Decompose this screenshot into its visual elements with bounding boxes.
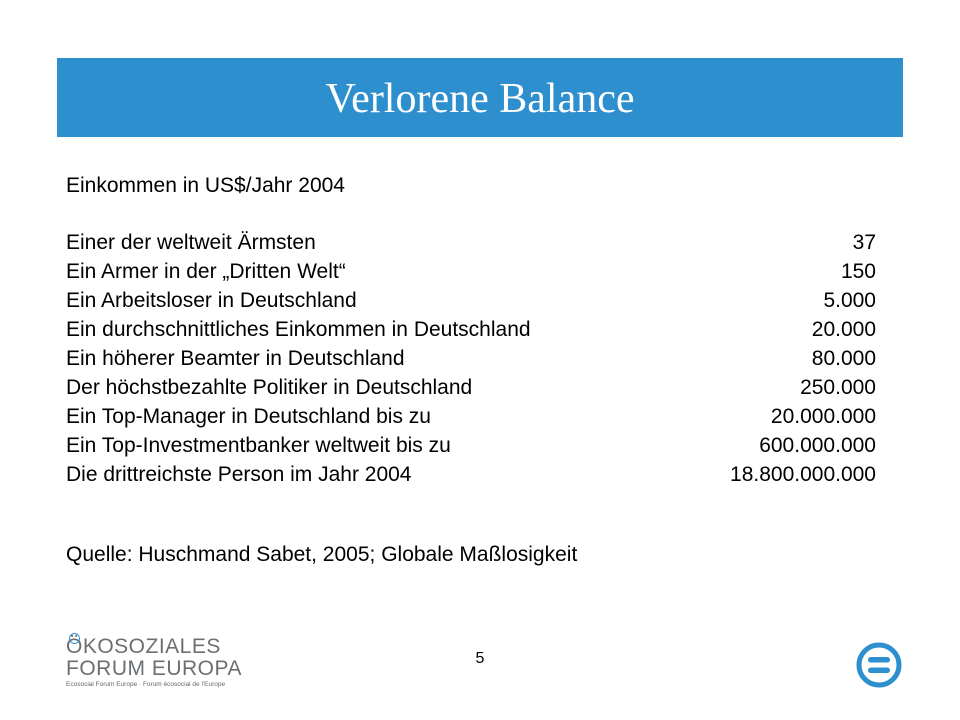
row-label: Ein durchschnittliches Einkommen in Deutschland <box>66 318 531 341</box>
table-row <box>66 257 876 286</box>
row-label: Ein Armer in der „Dritten Welt“ <box>66 260 346 283</box>
table-row <box>66 373 876 402</box>
logo-circle-icon <box>69 633 80 644</box>
logo-line-3: Ecosocial Forum Europe · Forum écosocial de l'Europe <box>66 681 226 688</box>
row-label: Der höchstbezahlte Politiker in Deutschland <box>66 376 473 399</box>
row-value: 18.800.000.000 <box>730 463 876 486</box>
row-label: Einer der weltweit Ärmsten <box>66 231 316 254</box>
slide-title: Verlorene Balance <box>325 76 635 122</box>
title-bar <box>57 58 903 137</box>
row-label: Die drittreichste Person im Jahr 2004 <box>66 463 412 486</box>
row-value: 80.000 <box>811 347 876 370</box>
page-number: 5 <box>475 650 485 667</box>
source-citation: Quelle: Huschmand Sabet, 2005; Globale Maßlosigkeit <box>66 543 578 566</box>
row-label: Ein höherer Beamter in Deutschland <box>66 347 405 370</box>
logo-line-1: ÖKOSOZIALES <box>66 635 221 658</box>
row-value: 20.000 <box>811 318 876 341</box>
row-value: 250.000 <box>800 376 876 399</box>
table-row <box>66 315 876 344</box>
row-value: 150 <box>840 260 876 283</box>
slide-subtitle: Einkommen in US$/Jahr 2004 <box>66 174 345 197</box>
logo-line-2: FORUM EUROPA <box>66 657 242 680</box>
row-value: 600.000.000 <box>759 434 876 457</box>
row-label: Ein Top-Manager in Deutschland bis zu <box>66 405 431 428</box>
table-row <box>66 228 876 257</box>
row-value: 5.000 <box>823 289 876 312</box>
income-table <box>66 228 876 489</box>
row-label: Ein Arbeitsloser in Deutschland <box>66 289 357 312</box>
table-row <box>66 286 876 315</box>
table-row <box>66 431 876 460</box>
row-label: Ein Top-Investmentbanker weltweit bis zu <box>66 434 451 457</box>
table-row <box>66 460 876 489</box>
equal-circle-icon <box>855 641 903 689</box>
row-value: 37 <box>852 231 876 254</box>
table-row <box>66 344 876 373</box>
oekosoziales-forum-logo <box>66 635 242 696</box>
table-row <box>66 402 876 431</box>
row-value: 20.000.000 <box>770 405 876 428</box>
